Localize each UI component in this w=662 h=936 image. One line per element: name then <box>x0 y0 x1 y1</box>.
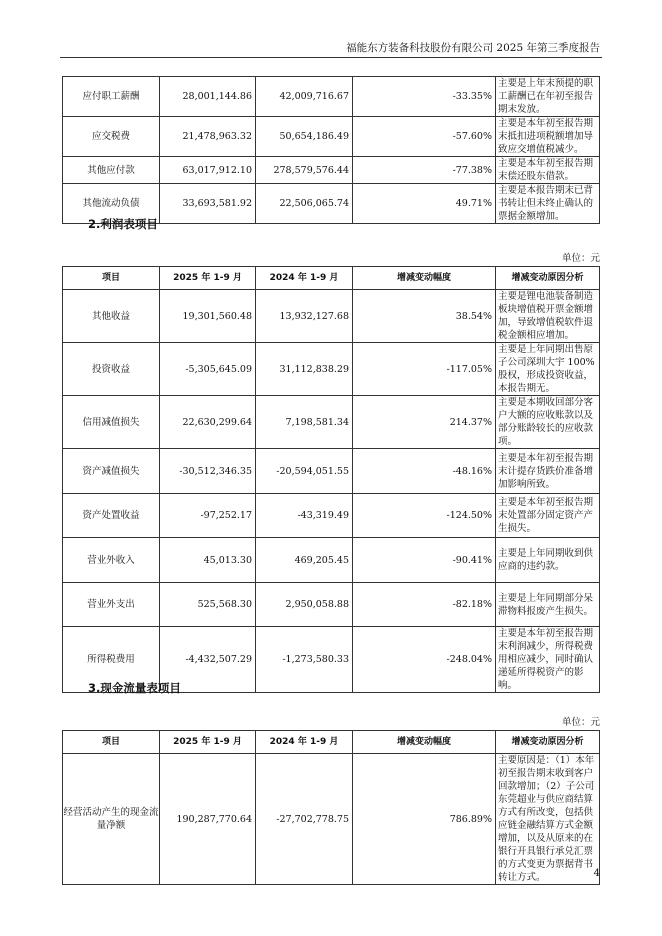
row-2025-value: 22,630,299.64 <box>160 396 256 449</box>
row-reason: 主要是上年同期部分呆滞物料报废产生损失。 <box>496 583 600 627</box>
row-reason: 主要是本期收回部分客户大额的应收账款以及部分账龄较长的应收款项。 <box>496 396 600 449</box>
table-row <box>63 290 600 343</box>
row-2025-value: -4,432,507.29 <box>160 627 256 693</box>
row-2024-value: 13,932,127.68 <box>256 290 353 343</box>
row-item-cell: 所得税费用 <box>63 627 160 693</box>
row-item-cell: 经营活动产生的现金流量净额 <box>63 754 160 885</box>
row-2024-value: 22,506,065.74 <box>256 184 353 224</box>
row-2024-value: 50,654,186.49 <box>256 117 353 157</box>
table-row <box>63 343 600 396</box>
row-reason: 主要是本年初至报告期末处置部分固定资产产生损失。 <box>496 494 600 538</box>
header-item: 项目 <box>63 731 160 754</box>
row-2024-value: 469,205.45 <box>256 538 353 583</box>
row-change-percent: 49.71% <box>353 184 496 224</box>
header-2025: 2025 年 1-9 月 <box>160 731 256 754</box>
table-header-row <box>63 267 600 290</box>
row-2024-value: -20,594,051.55 <box>256 449 353 494</box>
row-2024-value: 2,950,058.88 <box>256 583 353 627</box>
row-item-cell: 信用减值损失 <box>63 396 160 449</box>
row-reason: 主要是本年初至报告期末利润减少，所得税费用相应减少，同时确认递延所得税资产的影响。 <box>496 627 600 693</box>
table-row <box>63 396 600 449</box>
table-row <box>63 449 600 494</box>
row-item-cell: 资产减值损失 <box>63 449 160 494</box>
row-reason: 主要是本年初至报告期末抵扣进项税额增加导致应交增值税减少。 <box>496 117 600 157</box>
row-change-percent: -248.04% <box>353 627 496 693</box>
row-2025-value: -5,305,645.09 <box>160 343 256 396</box>
row-item-cell: 营业外收入 <box>63 538 160 583</box>
row-reason: 主要是本年初至报告期末偿还股东借款。 <box>496 157 600 184</box>
section-2-unit: 单位：元 <box>561 253 600 264</box>
table-row <box>63 538 600 583</box>
row-change-percent: -57.60% <box>353 117 496 157</box>
row-reason: 主要是锂电池装备制造板块增值税开票金额增加，导致增值税软件退税金额相应增加。 <box>496 290 600 343</box>
row-2025-value: 45,013.30 <box>160 538 256 583</box>
row-item-cell: 其他应付款 <box>63 157 160 184</box>
row-change-percent: -90.41% <box>353 538 496 583</box>
row-2025-value: 63,017,912.10 <box>160 157 256 184</box>
table-row <box>63 494 600 538</box>
row-2024-value: 278,579,576.44 <box>256 157 353 184</box>
header-change: 增减变动幅度 <box>353 731 496 754</box>
row-change-percent: -117.05% <box>353 343 496 396</box>
cash-flow-table <box>62 730 600 885</box>
row-change-percent: -77.38% <box>353 157 496 184</box>
row-2024-value: 31,112,838.29 <box>256 343 353 396</box>
row-2024-value: 42,009,716.67 <box>256 77 353 117</box>
header-item: 项目 <box>63 267 160 290</box>
row-item-cell: 投资收益 <box>63 343 160 396</box>
table-header-row <box>63 731 600 754</box>
table-row <box>63 754 600 885</box>
table-row <box>63 77 600 117</box>
row-change-percent: -124.50% <box>353 494 496 538</box>
header-change: 增减变动幅度 <box>353 267 496 290</box>
row-2025-value: -97,252.17 <box>160 494 256 538</box>
header-2024: 2024 年 1-9 月 <box>256 267 353 290</box>
row-2024-value: -1,273,580.33 <box>256 627 353 693</box>
row-2024-value: -27,702,778.75 <box>256 754 353 885</box>
row-item-cell: 营业外支出 <box>63 583 160 627</box>
page-number: 4 <box>593 868 600 879</box>
row-item-cell: 应交税费 <box>63 117 160 157</box>
row-change-percent: -82.18% <box>353 583 496 627</box>
section-3-unit: 单位：元 <box>561 717 600 728</box>
row-change-percent: -48.16% <box>353 449 496 494</box>
row-reason: 主要是本报告期末已背书转让但未终止确认的票据金额增加。 <box>496 184 600 224</box>
table-row <box>63 583 600 627</box>
row-change-percent: 786.89% <box>353 754 496 885</box>
header-2025: 2025 年 1-9 月 <box>160 267 256 290</box>
report-header: 福能东方装备科技股份有限公司 2025 年第三季度报告 <box>346 42 600 54</box>
row-reason: 主要是上年末预提的职工薪酬已在年初至报告期末发放。 <box>496 77 600 117</box>
row-change-percent: -33.35% <box>353 77 496 117</box>
header-divider <box>60 57 602 58</box>
row-item-cell: 其他收益 <box>63 290 160 343</box>
header-reason: 增减变动原因分析 <box>496 267 600 290</box>
row-change-percent: 38.54% <box>353 290 496 343</box>
header-2024: 2024 年 1-9 月 <box>256 731 353 754</box>
row-2024-value: 7,198,581.34 <box>256 396 353 449</box>
row-item-cell: 资产处置收益 <box>63 494 160 538</box>
row-2025-value: 21,478,963.32 <box>160 117 256 157</box>
table-row <box>63 157 600 184</box>
row-reason: 主要是上年同期出售原子公司深圳大宇 100%股权，形成投资收益，本报告期无。 <box>496 343 600 396</box>
income-statement-table <box>62 266 600 693</box>
row-reason: 主要是本年初至报告期末计提存货跌价准备增加影响所致。 <box>496 449 600 494</box>
table-row <box>63 117 600 157</box>
row-item-cell: 其他流动负债 <box>63 184 160 224</box>
row-2025-value: -30,512,346.35 <box>160 449 256 494</box>
header-reason: 增减变动原因分析 <box>496 731 600 754</box>
row-reason: 主要是上年同期收到供应商的违约款。 <box>496 538 600 583</box>
section-3-title: 3.现金流量表项目 <box>88 681 181 695</box>
row-2025-value: 28,001,144.86 <box>160 77 256 117</box>
row-2025-value: 33,693,581.92 <box>160 184 256 224</box>
row-2025-value: 19,301,560.48 <box>160 290 256 343</box>
row-2025-value: 190,287,770.64 <box>160 754 256 885</box>
row-change-percent: 214.37% <box>353 396 496 449</box>
row-reason: 主要原因是：（1）本年初至报告期末收到客户回款增加；（2）子公司东莞超业与供应商结算方式有所改变，包括供应链金融结算方式金额增加，以及从原来的在银行开具银行承兑汇票的方式变更为票据背书转让方式。 <box>496 754 600 885</box>
section-2-title: 2.利润表项目 <box>88 217 158 231</box>
balance-sheet-table <box>62 76 600 224</box>
row-item-cell: 应付职工薪酬 <box>63 77 160 117</box>
row-2025-value: 525,568.30 <box>160 583 256 627</box>
row-2024-value: -43,319.49 <box>256 494 353 538</box>
